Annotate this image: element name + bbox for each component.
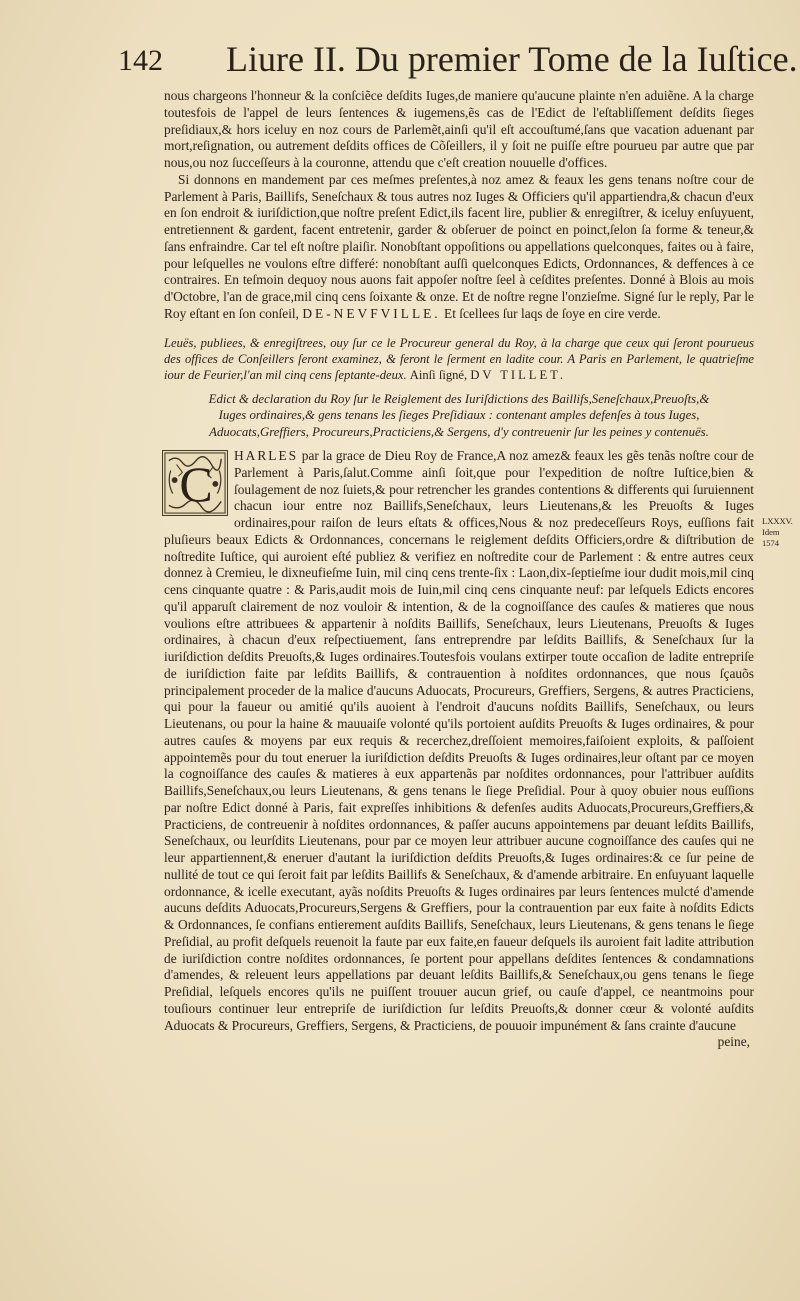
running-head: Liure II. Du premier Tome de la Iuſtice. [226,39,798,79]
signature: DE-NEVFVILLE. [302,305,441,321]
margin-note [762,516,796,549]
registration-text: Leuës, publiees, & enregiſtrees, ouy ſur ce le Procureur general du Roy, à la charge que ceux qui ſeront pourueus des offices de Conſeillers ſeront examinez, & feront le ſerment en ladite cour. A Paris en Parlement, le quatrieſme iour de Feurier,l'an mil cinq cens ſeptante-deux. [164,335,754,382]
opening-word: HARLES [234,448,299,463]
paragraph-text: par la grace de Dieu Roy de France,A noz amez& feaux les gẽs tenãs noſtre cour de Parlement à Paris,ſalut.Comme ainſi ſoit,que pour l'expedition de noſtre Iuſtice,bien & ſoulagement de noz ſuiets,& pour retrencher les grandes contentions & differents qui ſuruiennent chacun iour entre noz Baillifs,Seneſchaux, leurs Lieutenans,& les Preuoſts & Iuges ordinaires,pour raiſon de leurs eſtats & offices,Nous & noz predeceſſeurs Roys, euſſions fait pluſieurs beaux Edicts & Ordonnances, concernans le reiglement deſdits Officiers,ordre & diſtribution de noſtredite Iuſtice, qui auroient eſté publiez & verifiez en noſtredite cour de Parlement : & entre autres ceux donnez à Cremieu, le dixneufieſme Iuin, mil cinq cens trente-ſix : Laon,dix-ſeptieſme iour dudit mois,mil cinq cens cinquante quatre : & Paris,audit mois de Iuin,mil cinq cens cinquante neuf: par leſquels Edicts encores qu'il apparuſt clairement de noz vouloir & intention, & de la cognoiſſance des cauſes & matieres que nous voulions eſtre attribuees & appartenir à noſdits Baillifs, Seneſchaux, leurs Lieutenans, Preuoſts & Iuges ordinaires, à chacun d'eux reſpectiuement, ſans entreprendre par leſdits Baillifs, & Seneſchaux ſur la iuriſdiction deſdits Preuoſts,& Iuges ordinaires.Toutesfois voulans extirper toute occaſion de ladite entrepriſe de iuriſdiction faite par leſdits Baillifs, & contrauention à noſdites ordonnances, que nous ſçauõs principalement proceder de la malice d'aucuns Aduocats, Procureurs, Greffiers, Sergens, & autres Practiciens, qui pour la faueur ou amitié qu'ils auoient à l'endroit d'aucuns noſdits Baillifs, Seneſchaux, ou leurs Lieutenans, ou pour la haine & mauuaiſe volonté qu'ils portoient auſdits Preuoſts & Iuges ordinaires, & pour autres cauſes & moyens par eux requis & recerchez,dreſſoient memoires,faiſoient exploits, & paſſoient appointemẽs pour du tout eneruer la iuriſdiction deſdits Preuoſts & Iuges ordinaires,leur oſtant par ce moyen la cognoiſſance des cauſes & matieres à eux appartenãs par noſdites ordonnances, pour l'attribuer auſdits Baillifs,Seneſchaux,ou leurs Lieutenans, & gens tenans le ſiege Preſidial. Pour à quoy obuier nous euſſions par noſtre Edict donné à Paris, fait expreſſes inhibitions & defenſes audits Aduocats,Procureurs,Greffiers,& Practiciens, de contreuenir à noſdites ordonnances, & paſſer aucuns appointemens par deuant leſdits Baillifs, Seneſchaux, ou leurſdits Lieutenans, pour par ce moyen leur attribuer aucune cognoiſſance des cauſes qui ne leur appartiennent,& eneruer d'autant la iuriſdiction deſdits Preuoſts,& Iuges ordinaires:& ce ſur peine de nullité de tout ce qui ſeroit fait par leſdits Baillifs & Seneſchaux, & d'amende arbitraire. En enſuyuant laquelle ordonnance, & icelle executant, ayãs noſdits Preuoſts & Iuges ordinaires par leurs ſentences mulcté d'amende aucuns deſdits Aduocats,Procureurs,Sergens & Greffiers, pour la contrauention par eux faite à noſdits Edicts & Ordonnances, ſe confians entierement auſdits Baillifs, Seneſchaux, leurs Lieutenans, & gens tenans le ſiege Preſidial, au profit deſquels reuenoit la faute par eux faite,en faueur deſquels ils auroient fait ladite attribution de iuriſdiction contre noſdites ordonnances, ſe portent pour appellans deſdites ſentences & condamnations d'amendes, & releuent leurs appellations par deuant leſdits Baillifs,& Seneſchaux,ou gens tenans le ſiege Preſidial, leſquels encores qu'ils ne puiſſent trouuer aucun grief, ou cauſe d'appel, ce neantmoins pour touſiours continuer leur entrepriſe de iuriſdiction ſur leſdits Preuoſts,& donner cœur & volonté auſdits Aduocats & Procureurs, Greffiers, Sergens, & Practiciens, de pouuoir impunément & ſans crainte d'aucune [164,448,754,1033]
edict-title: Edict & declaration du Roy ſur le Reiglement des Iuriſdictions des Baillifs,Seneſchaux,Preuoſts,& Iuges ordinaires,& gens tenans les ſieges Preſidiaux : contenant amples defenſes à tous Iuges, Aduocats,Greffiers, Procureurs,Practiciens,& Sergens, d'y contreuenir ſur les peines y contenuës. [208,391,710,439]
page-number: 142 [118,44,163,77]
registration-note [164,335,754,383]
paragraph [164,448,754,1034]
paragraph-text: Et ſcellees ſur laqs de ſoye en cire verde. [444,305,661,321]
signature: DV TILLET. [470,367,567,382]
margin-note-line: Idem 1574 [762,527,780,548]
page-header [118,38,798,84]
catchword: peine, [717,1034,750,1050]
decorated-initial-icon [162,450,228,516]
margin-note-line: LXXXV. [762,516,793,526]
text-body [164,88,754,1051]
initial-letter: C [179,456,213,512]
opening-paragraph [164,448,754,1034]
paragraph-text: Si donnons en mandement par ces meſmes preſentes,à noz amez & feaux les gens tenans noſtre cour de Parlement à Paris, Baillifs, Seneſchaux & tous autres noz Iuges & Officiers qu'il appartiendra,& chacun d'eux en ſon endroit & iuriſdiction,que noſtre preſent Edict,ils facent lire, publier & enregiſtrer, & iceluy enſuyuent, entretiennent & gardent, facent entretenir, garder & obſeruer de poinct en poinct,ſelon ſa forme & teneur,& ſans enfraindre. Car tel eſt noſtre plaiſir. Nonobſtant oppoſitions ou appellations quelconques, faites ou à faire, pour leſquelles ne voulons eſtre differé: nonobſtant auſſi quelconques Edicts, Ordonnances, & deffences à ce contraires. En teſmoin dequoy nous auons fait appoſer noſtre ſeel à ceſdites preſentes. Donné à Blois au mois d'Octobre, l'an de grace,mil cinq cens ſoixante & onze. Et de noſtre regne l'onzieſme. Signé ſur le reply, Par le Roy eſtant en ſon conſeil, [164,171,754,321]
paragraph: nous chargeons l'honneur & la conſciẽce deſdits Iuges,de maniere qu'aucune plainte n'en aduiẽne. A la charge toutesfois de l'appel de leurs ſentences & iugemens,ẽs cas de l'Edict de l'eſtabliſſement deſdits ſieges preſidiaux,& hors iceluy en noz cours de Parlemẽt,ainſi qu'il eſt accouſtumé,ſans que vacation aduenant par mort,reſignation, ou autrement deſdits offices de Cõſeillers, il y ſoit ne puiſſe eſtre pourueu par autre que par nous,ou noz ſucceſſeurs à la couronne, attendu que c'eſt creation nouuelle d'offices. [164,88,754,170]
paragraph [164,172,754,323]
registration-signed: Ainſi ſigné, [409,367,468,382]
